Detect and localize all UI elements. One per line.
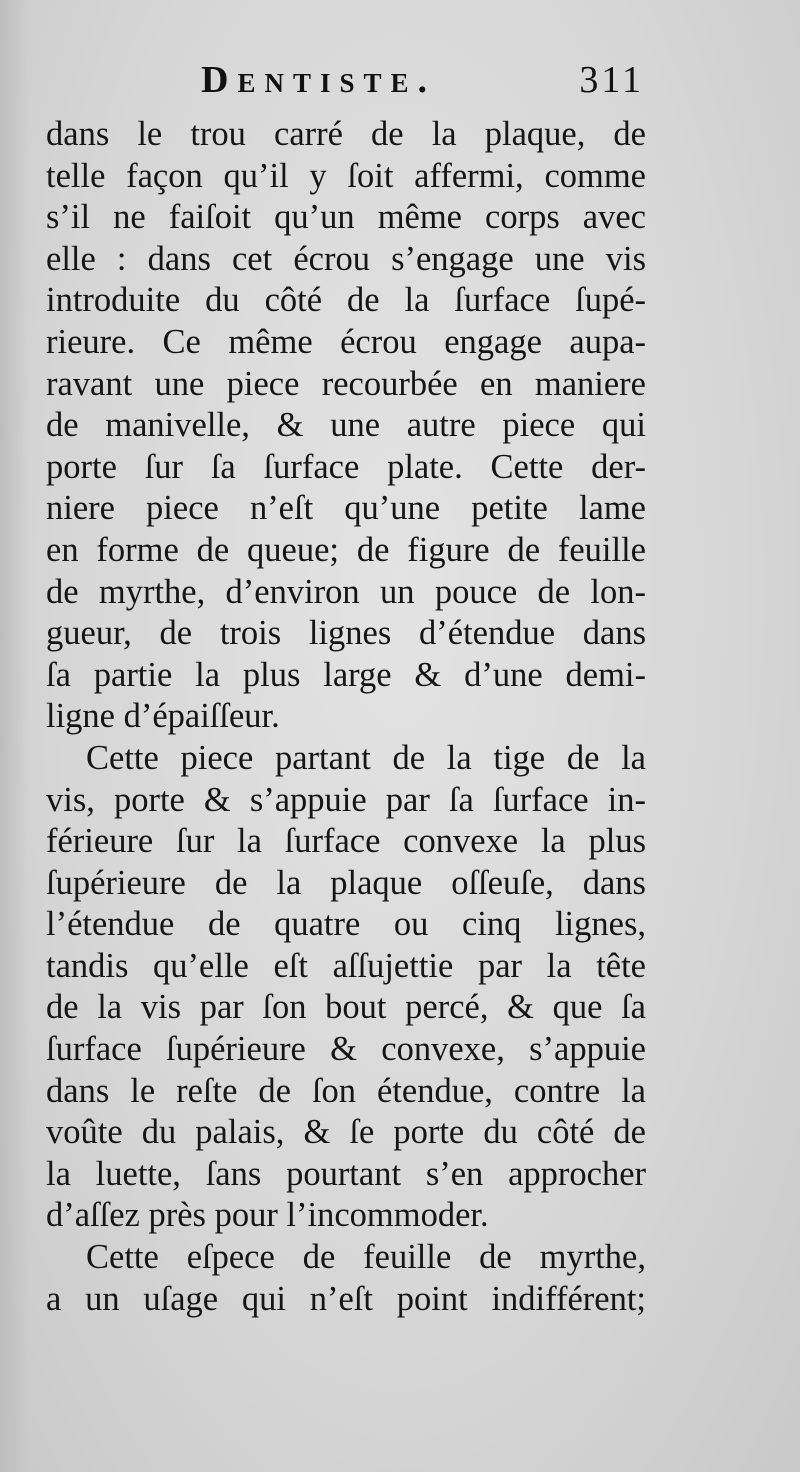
paragraph xyxy=(46,738,646,1237)
text-line: elle : dans cet écrou s’engage une vis xyxy=(46,239,646,278)
text-line: rieure. Ce même écrou engage aupa- xyxy=(46,322,646,361)
paragraph xyxy=(46,114,646,738)
text-line: d’aſſez près pour l’incommoder. xyxy=(46,1196,489,1235)
text-line: voûte du palais, & ſe porte du côté de xyxy=(46,1113,646,1152)
text-line: s’il ne faiſoit qu’un même corps avec xyxy=(46,198,646,237)
text-line: gueur, de trois lignes d’étendue dans xyxy=(46,614,646,653)
body-text xyxy=(46,114,646,1320)
text-line: Cette piece partant de la tige de la xyxy=(86,738,646,777)
text-line: de myrthe, d’environ un pouce de lon- xyxy=(46,572,646,611)
text-line: tandis qu’elle eſt aſſujettie par la tête xyxy=(46,946,646,985)
text-line: niere piece n’eſt qu’une petite lame xyxy=(46,489,646,528)
text-line: dans le reſte de ſon étendue, contre la xyxy=(46,1071,646,1110)
text-line: a un uſage qui n’eſt point indifférent; xyxy=(46,1279,646,1318)
text-line: ravant une piece recourbée en maniere xyxy=(46,364,646,403)
text-line: introduite du côté de la ſurface ſupé- xyxy=(46,281,646,320)
text-line: Cette eſpece de feuille de myrthe, xyxy=(86,1238,646,1277)
text-line: la luette, ſans pourtant s’en approcher xyxy=(46,1154,646,1193)
text-line: ſa partie la plus large & d’une demi- xyxy=(46,655,646,694)
text-line: porte ſur ſa ſurface plate. Cette der- xyxy=(46,447,646,486)
page-number: 311 xyxy=(579,59,644,101)
text-line: ſurface ſupérieure & convexe, s’appuie xyxy=(46,1030,646,1069)
running-head: Dentiste. xyxy=(201,59,436,101)
text-line: de manivelle, & une autre piece qui xyxy=(46,406,646,445)
text-line: ligne d’épaiſſeur. xyxy=(46,697,280,736)
text-line: ſupérieure de la plaque oſſeuſe, dans xyxy=(46,863,646,902)
text-line: en forme de queue; de figure de feuille xyxy=(46,530,646,569)
text-line: vis, porte & s’appuie par ſa ſurface in- xyxy=(46,780,646,819)
text-line: l’étendue de quatre ou cinq lignes, xyxy=(46,905,646,944)
text-line: de la vis par ſon bout percé, & que ſa xyxy=(46,988,646,1027)
paragraph xyxy=(46,1237,646,1320)
text-line: dans le trou carré de la plaque, de xyxy=(46,115,646,153)
page-header xyxy=(46,58,648,106)
text-line: férieure ſur la ſurface convexe la plus xyxy=(46,822,646,861)
text-line: telle façon qu’il y ſoit affermi, comme xyxy=(46,156,646,195)
